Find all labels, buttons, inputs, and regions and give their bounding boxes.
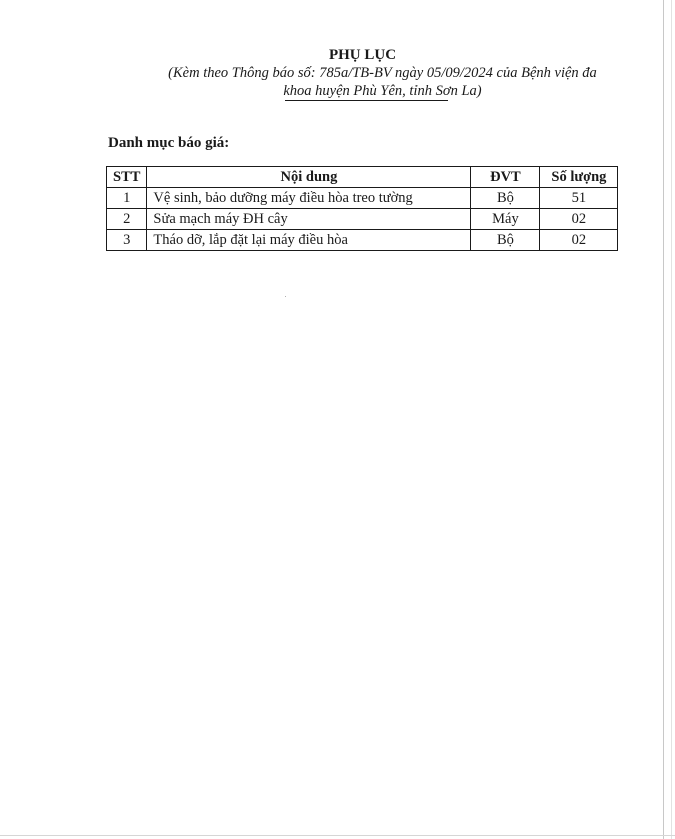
cell-quantity: 51 xyxy=(540,188,618,209)
page-edge-right xyxy=(663,0,664,839)
table-row xyxy=(107,230,618,251)
table-header-row xyxy=(107,167,618,188)
cell-stt: 2 xyxy=(107,209,147,230)
appendix-subtitle-line-2: khoa huyện Phù Yên, tỉnh Sơn La) xyxy=(283,83,482,99)
header-unit: ĐVT xyxy=(471,167,540,188)
cell-content: Vệ sinh, bảo dưỡng máy điều hòa treo tường xyxy=(147,188,471,209)
scan-speck xyxy=(285,296,286,297)
section-heading: Danh mục báo giá: xyxy=(108,135,230,151)
cell-content: Tháo dỡ, lắp đặt lại máy điều hòa xyxy=(147,230,471,251)
quotation-table-wrapper xyxy=(106,166,618,251)
page-edge-right-outer xyxy=(671,0,672,839)
table-row xyxy=(107,188,618,209)
cell-content: Sửa mạch máy ĐH cây xyxy=(147,209,471,230)
cell-unit: Bộ xyxy=(471,188,540,209)
page-edge-bottom xyxy=(0,835,675,836)
cell-stt: 1 xyxy=(107,188,147,209)
appendix-subtitle-line-1: (Kèm theo Thông báo số: 785a/TB-BV ngày 05/09/2024 của Bệnh viện đa xyxy=(168,65,597,81)
cell-unit: Máy xyxy=(471,209,540,230)
cell-quantity: 02 xyxy=(540,209,618,230)
table-row xyxy=(107,209,618,230)
quotation-table xyxy=(106,166,618,251)
header-content: Nội dung xyxy=(147,167,471,188)
cell-stt: 3 xyxy=(107,230,147,251)
cell-quantity: 02 xyxy=(540,230,618,251)
header-quantity: Số lượng xyxy=(540,167,618,188)
appendix-title: PHỤ LỤC xyxy=(328,47,397,63)
subtitle-underline xyxy=(285,100,448,101)
cell-unit: Bộ xyxy=(471,230,540,251)
header-stt: STT xyxy=(107,167,147,188)
